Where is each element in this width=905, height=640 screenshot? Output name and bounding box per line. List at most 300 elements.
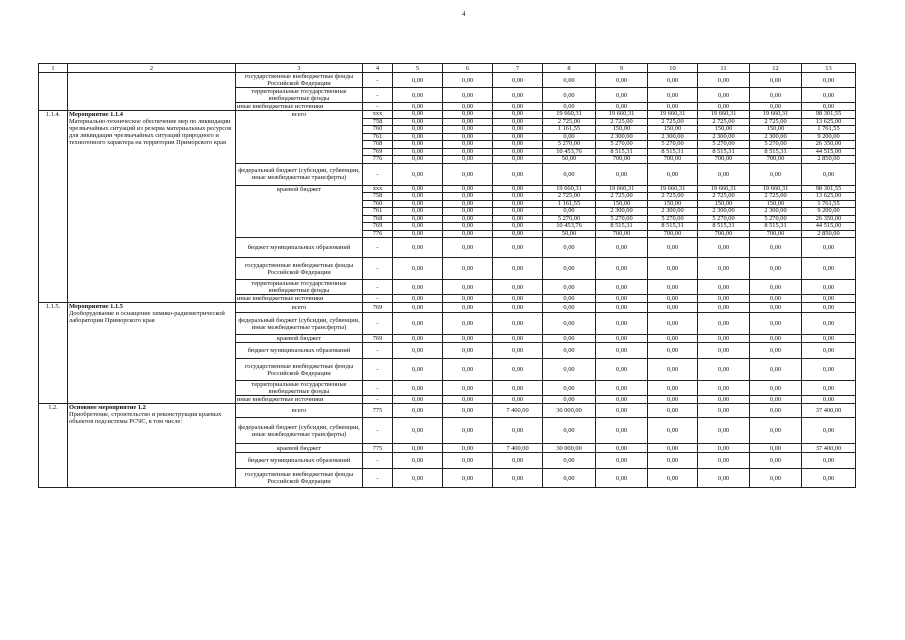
amount-cell: 0,00 [596, 396, 648, 404]
amount-value: 150,00 [648, 126, 697, 134]
amount-cell: 0,00 [443, 335, 493, 343]
amount-cell: 0,00 [802, 453, 856, 469]
amount-value: 5 270,00 [648, 216, 697, 224]
amount-cell: 0,00 [750, 303, 802, 313]
amount-value: 0,00 [443, 186, 492, 194]
amount-cell: 0,00 [443, 258, 493, 280]
amount-cell: 0,00 [698, 396, 750, 404]
column-header: 4 [363, 64, 393, 73]
amount-value: 700,00 [612, 229, 631, 237]
amount-value: 19 660,31 [698, 111, 749, 119]
amount-value: 2 725,00 [596, 193, 647, 201]
amount-cell: 0,00 [750, 343, 802, 359]
amount-cell: 0,00 [802, 103, 856, 111]
amount-value: 0,00 [443, 149, 492, 157]
amount-cell: 0,00 [596, 313, 648, 335]
amount-value: 98 301,55 [802, 111, 855, 119]
budget-code-cell: - [363, 103, 393, 111]
amount-cell: 0,00 [648, 335, 698, 343]
amount-cell: 0,00 [698, 469, 750, 488]
amount-cell: 0,00 [393, 103, 443, 111]
amount-cell: 0,00 [698, 335, 750, 343]
amount-value: 700,00 [612, 155, 631, 162]
amount-cell [543, 185, 596, 238]
amount-cell: 0,00 [648, 88, 698, 103]
amount-cell: 0,00 [443, 359, 493, 381]
budget-code-cell [363, 185, 393, 238]
amount-cell: 7 400,00 [493, 444, 543, 453]
amount-value: 700,00 [766, 229, 785, 237]
amount-value: 2 300,00 [596, 208, 647, 216]
budget-code-cell: - [363, 258, 393, 280]
table-row [39, 303, 856, 313]
amount-cell: 0,00 [443, 103, 493, 111]
table-row [39, 111, 856, 164]
amount-cell: 0,00 [393, 335, 443, 343]
amount-cell: 0,00 [543, 280, 596, 295]
amount-cell: 0,00 [750, 88, 802, 103]
amount-value: 0,00 [443, 119, 492, 127]
amount-cell: 0,00 [750, 381, 802, 396]
amount-value: 0,00 [461, 155, 474, 162]
funding-source-cell: государственные внебюджетные фонды Российской Федерации [236, 73, 363, 88]
amount-value: 1 161,55 [543, 126, 595, 134]
amount-value: 2 725,00 [648, 119, 697, 127]
budget-code: 760 [363, 201, 392, 209]
amount-cell: 0,00 [648, 359, 698, 381]
amount-cell: 0,00 [648, 404, 698, 418]
amount-value: 1 761,55 [802, 126, 855, 134]
funding-source-cell: территориальные государственные внебюджетные фонды [236, 381, 363, 396]
amount-cell: 0,00 [393, 238, 443, 258]
amount-cell: 0,00 [750, 73, 802, 88]
amount-value: 0,00 [393, 126, 442, 134]
amount-cell: 0,00 [493, 335, 543, 343]
amount-value: 10 453,76 [543, 223, 595, 231]
amount-value: 0,00 [493, 216, 542, 224]
column-header: 13 [802, 64, 856, 73]
budget-code-cell: - [363, 359, 393, 381]
amount-cell: 0,00 [698, 103, 750, 111]
amount-cell: 0,00 [393, 280, 443, 295]
amount-cell: 0,00 [750, 258, 802, 280]
funding-source-cell: краевой бюджет [236, 185, 363, 238]
amount-cell: 0,00 [493, 103, 543, 111]
amount-value: 9 200,00 [802, 208, 855, 216]
amount-value: 0,00 [493, 119, 542, 127]
amount-cell [393, 111, 443, 164]
amount-cell: 0,00 [648, 444, 698, 453]
budget-code-cell: 769 [363, 303, 393, 313]
amount-value: 5 270,00 [596, 216, 647, 224]
amount-cell: 0,00 [648, 238, 698, 258]
amount-value: 8 515,31 [596, 223, 647, 231]
budget-code-cell: - [363, 73, 393, 88]
amount-value: 150,00 [698, 201, 749, 209]
amount-value: 19 660,31 [648, 111, 697, 119]
amount-value: 0,00 [411, 229, 424, 237]
amount-cell: 0,00 [596, 418, 648, 444]
budget-code: ххх [363, 111, 392, 119]
amount-cell [648, 111, 698, 164]
amount-value: 2 725,00 [596, 119, 647, 127]
amount-value: 0,00 [493, 126, 542, 134]
amount-cell: 0,00 [543, 73, 596, 88]
amount-cell: 0,00 [493, 280, 543, 295]
amount-cell: 0,00 [393, 163, 443, 185]
amount-cell: 0,00 [648, 381, 698, 396]
event-description: Материально-техническое обеспечение мер по ликвидации чрезвычайных ситуаций из резерва материальных ресурсов для ликвидации чрезвычайных ситуаций природного и техногенного характера на территории Приморского края [69, 118, 232, 146]
amount-value: 0,00 [393, 216, 442, 224]
amount-value: 150,00 [698, 126, 749, 134]
amount-cell [698, 111, 750, 164]
amount-cell: 0,00 [750, 103, 802, 111]
amount-value: 0,00 [443, 216, 492, 224]
amount-value: 26 350,00 [802, 216, 855, 224]
page-number: 4 [462, 10, 466, 18]
amount-cell: 0,00 [493, 88, 543, 103]
row-number-cell: 1.2. [39, 404, 68, 488]
amount-value: 2 725,00 [543, 119, 595, 127]
amount-cell: 0,00 [443, 343, 493, 359]
event-cell [68, 73, 236, 111]
amount-cell: 0,00 [750, 396, 802, 404]
amount-cell: 0,00 [493, 303, 543, 313]
amount-cell: 0,00 [802, 335, 856, 343]
amount-value: 0,00 [493, 111, 542, 119]
amount-value: 19 660,31 [543, 186, 595, 194]
budget-code: 758 [363, 119, 392, 127]
amount-cell: 0,00 [443, 163, 493, 185]
column-header: 6 [443, 64, 493, 73]
amount-value: 5 270,00 [698, 141, 749, 149]
amount-cell: 0,00 [393, 444, 443, 453]
amount-cell: 0,00 [596, 303, 648, 313]
amount-cell: 0,00 [443, 453, 493, 469]
amount-cell: 0,00 [543, 335, 596, 343]
amount-value: 150,00 [596, 201, 647, 209]
amount-cell: 0,00 [543, 103, 596, 111]
amount-cell: 0,00 [698, 238, 750, 258]
amount-cell: 0,00 [543, 303, 596, 313]
budget-code: 761 [363, 208, 392, 216]
amount-cell: 0,00 [543, 238, 596, 258]
amount-value: 0,00 [393, 134, 442, 142]
amount-value: 0,00 [493, 208, 542, 216]
amount-value: 8 515,31 [648, 149, 697, 157]
amount-cell: 0,00 [543, 258, 596, 280]
amount-cell: 0,00 [596, 163, 648, 185]
amount-value: 700,00 [766, 155, 785, 162]
amount-cell: 0,00 [802, 258, 856, 280]
budget-code-cell: - [363, 343, 393, 359]
amount-cell: 0,00 [648, 313, 698, 335]
amount-cell: 0,00 [698, 444, 750, 453]
amount-value: 0,00 [543, 208, 595, 216]
amount-cell: 0,00 [802, 295, 856, 303]
budget-code-cell: - [363, 381, 393, 396]
amount-cell: 0,00 [750, 359, 802, 381]
funding-source-cell: бюджет муниципальных образований [236, 343, 363, 359]
amount-cell: 0,00 [393, 469, 443, 488]
amount-value: 5 270,00 [543, 141, 595, 149]
amount-cell: 0,00 [543, 313, 596, 335]
amount-cell [596, 111, 648, 164]
amount-value: 0,00 [511, 155, 524, 162]
budget-code: 769 [363, 149, 392, 157]
amount-cell: 0,00 [596, 88, 648, 103]
amount-cell: 0,00 [393, 381, 443, 396]
amount-value: 19 660,31 [698, 186, 749, 194]
amount-cell: 0,00 [493, 163, 543, 185]
amount-cell: 0,00 [393, 295, 443, 303]
amount-cell: 0,00 [543, 359, 596, 381]
amount-cell: 0,00 [802, 396, 856, 404]
amount-cell [493, 111, 543, 164]
amount-cell: 0,00 [543, 88, 596, 103]
budget-code-cell: - [363, 469, 393, 488]
amount-cell: 0,00 [493, 313, 543, 335]
amount-cell: 0,00 [443, 418, 493, 444]
amount-cell: 0,00 [750, 238, 802, 258]
funding-source-cell: иные внебюджетные источники [236, 103, 363, 111]
budget-code-cell: 769 [363, 335, 393, 343]
amount-cell [750, 111, 802, 164]
amount-value: 0,00 [493, 134, 542, 142]
amount-cell: 0,00 [543, 295, 596, 303]
amount-cell: 0,00 [698, 73, 750, 88]
amount-cell: 0,00 [493, 359, 543, 381]
amount-cell: 0,00 [543, 469, 596, 488]
amount-cell: 0,00 [596, 335, 648, 343]
amount-cell: 0,00 [648, 396, 698, 404]
amount-cell: 0,00 [493, 418, 543, 444]
amount-cell [802, 111, 856, 164]
amount-cell: 0,00 [698, 163, 750, 185]
amount-cell: 0,00 [750, 335, 802, 343]
amount-cell: 0,00 [802, 469, 856, 488]
amount-cell [802, 185, 856, 238]
amount-cell: 0,00 [493, 381, 543, 396]
budget-table [38, 63, 856, 488]
amount-value: 0,00 [393, 186, 442, 194]
amount-cell: 0,00 [802, 381, 856, 396]
amount-cell: 0,00 [596, 295, 648, 303]
amount-value: 700,00 [663, 229, 682, 237]
budget-code: 776 [372, 155, 383, 162]
budget-code-cell: - [363, 396, 393, 404]
amount-value: 0,00 [493, 186, 542, 194]
amount-value: 2 725,00 [698, 119, 749, 127]
row-number-cell: 1.1.5. [39, 303, 68, 404]
amount-value: 19 660,31 [750, 186, 801, 194]
budget-code-cell: - [363, 88, 393, 103]
amount-cell: 0,00 [750, 404, 802, 418]
column-header: 3 [236, 64, 363, 73]
amount-value: 0,00 [393, 201, 442, 209]
amount-cell: 0,00 [698, 258, 750, 280]
amount-value: 10 453,76 [543, 149, 595, 157]
amount-cell [443, 111, 493, 164]
amount-cell: 0,00 [443, 295, 493, 303]
amount-value: 19 660,31 [596, 111, 647, 119]
amount-value: 44 515,00 [802, 223, 855, 231]
amount-cell: 0,00 [750, 418, 802, 444]
amount-value: 26 350,00 [802, 141, 855, 149]
amount-cell: 0,00 [393, 418, 443, 444]
amount-cell: 37 400,00 [802, 404, 856, 418]
amount-cell: 0,00 [750, 444, 802, 453]
column-header: 8 [543, 64, 596, 73]
amount-cell: 0,00 [698, 295, 750, 303]
amount-cell: 0,00 [393, 343, 443, 359]
row-number-cell [39, 73, 68, 111]
amount-cell: 0,00 [543, 396, 596, 404]
amount-value: 0,00 [493, 193, 542, 201]
funding-source-cell: иные внебюджетные источники [236, 295, 363, 303]
event-cell [68, 303, 236, 404]
column-header: 11 [698, 64, 750, 73]
table-row [39, 73, 856, 88]
amount-value: 700,00 [714, 155, 733, 162]
amount-value: 700,00 [663, 155, 682, 162]
amount-cell: 0,00 [596, 453, 648, 469]
amount-cell: 0,00 [543, 381, 596, 396]
amount-cell: 0,00 [493, 73, 543, 88]
amount-value: 0,00 [393, 111, 442, 119]
amount-cell: 0,00 [443, 404, 493, 418]
amount-value: 8 515,31 [750, 149, 801, 157]
budget-code-cell: - [363, 313, 393, 335]
amount-value: 0,00 [411, 155, 424, 162]
amount-cell: 0,00 [493, 469, 543, 488]
amount-cell: 0,00 [393, 396, 443, 404]
amount-value: 0,00 [443, 126, 492, 134]
amount-cell: 0,00 [596, 103, 648, 111]
amount-value: 0,00 [443, 193, 492, 201]
funding-source-cell: федеральный бюджет (субсидии, субвенции, иные межбюджетные трансферты) [236, 313, 363, 335]
budget-code-cell: - [363, 280, 393, 295]
amount-value: 19 660,31 [596, 186, 647, 194]
funding-source-cell: государственные внебюджетные фонды Российской Федерации [236, 258, 363, 280]
amount-value: 0,00 [393, 141, 442, 149]
amount-value: 0,00 [443, 134, 492, 142]
amount-cell: 0,00 [648, 73, 698, 88]
amount-cell: 0,00 [596, 381, 648, 396]
budget-code-cell [363, 111, 393, 164]
amount-cell [493, 185, 543, 238]
amount-value: 1 761,55 [802, 201, 855, 209]
amount-cell: 0,00 [698, 88, 750, 103]
amount-value: 2 850,00 [817, 229, 840, 237]
amount-cell: 30 000,00 [543, 404, 596, 418]
amount-value: 5 270,00 [750, 216, 801, 224]
amount-cell: 0,00 [648, 418, 698, 444]
row-number-cell: 1.1.4. [39, 111, 68, 303]
amount-cell: 0,00 [648, 163, 698, 185]
amount-cell [698, 185, 750, 238]
amount-cell: 0,00 [648, 453, 698, 469]
amount-value: 0,00 [493, 201, 542, 209]
column-header: 1 [39, 64, 68, 73]
funding-source-cell: всего [236, 303, 363, 313]
funding-source-cell: федеральный бюджет (субсидии, субвенции, иные межбюджетные трансферты) [236, 418, 363, 444]
budget-code-cell: - [363, 238, 393, 258]
funding-source-cell: бюджет муниципальных образований [236, 238, 363, 258]
amount-cell: 0,00 [443, 396, 493, 404]
amount-value: 150,00 [596, 126, 647, 134]
column-header: 5 [393, 64, 443, 73]
amount-cell [596, 185, 648, 238]
amount-cell: 0,00 [750, 295, 802, 303]
amount-value: 2 300,00 [648, 208, 697, 216]
amount-value: 19 660,31 [648, 186, 697, 194]
amount-value: 5 270,00 [698, 216, 749, 224]
amount-value: 0,00 [443, 141, 492, 149]
amount-value: 0,00 [493, 149, 542, 157]
amount-cell: 0,00 [698, 313, 750, 335]
budget-code-cell: - [363, 418, 393, 444]
event-title: Мероприятие 1.1.5 [69, 303, 123, 310]
amount-cell: 0,00 [443, 73, 493, 88]
amount-cell: 0,00 [493, 295, 543, 303]
amount-value: 0,00 [511, 229, 524, 237]
amount-cell: 0,00 [596, 444, 648, 453]
amount-value: 19 660,31 [543, 111, 595, 119]
amount-value: 0,00 [393, 149, 442, 157]
amount-value: 0,00 [443, 111, 492, 119]
amount-value: 2 300,00 [596, 134, 647, 142]
amount-cell: 30 000,00 [543, 444, 596, 453]
funding-source-cell: бюджет муниципальных образований [236, 453, 363, 469]
amount-cell: 0,00 [698, 418, 750, 444]
amount-value: 8 515,31 [596, 149, 647, 157]
event-description: Дооборудование и оснащение химико-радиометрической лаборатории Приморского края [69, 310, 225, 324]
budget-code: 761 [363, 134, 392, 142]
amount-cell: 0,00 [648, 343, 698, 359]
amount-cell [393, 185, 443, 238]
amount-cell: 0,00 [802, 163, 856, 185]
amount-cell: 0,00 [802, 343, 856, 359]
amount-cell: 0,00 [698, 343, 750, 359]
amount-value: 8 515,31 [698, 223, 749, 231]
amount-value: 0,00 [393, 119, 442, 127]
funding-source-cell: краевой бюджет [236, 335, 363, 343]
event-cell [68, 404, 236, 488]
amount-cell: 0,00 [493, 396, 543, 404]
amount-cell: 0,00 [493, 453, 543, 469]
amount-value: 8 515,31 [648, 223, 697, 231]
amount-cell: 7 400,00 [493, 404, 543, 418]
header-row [39, 64, 856, 73]
budget-code: ххх [363, 186, 392, 194]
amount-cell: 0,00 [443, 469, 493, 488]
amount-value: 50,00 [561, 229, 577, 237]
amount-cell: 0,00 [596, 280, 648, 295]
amount-value: 2 300,00 [648, 134, 697, 142]
amount-value: 0,00 [493, 223, 542, 231]
amount-value: 5 270,00 [596, 141, 647, 149]
amount-cell: 0,00 [443, 88, 493, 103]
amount-cell: 0,00 [648, 303, 698, 313]
amount-cell: 0,00 [648, 295, 698, 303]
amount-cell: 0,00 [493, 258, 543, 280]
amount-cell: 0,00 [750, 469, 802, 488]
amount-value: 2 725,00 [750, 119, 801, 127]
amount-cell: 0,00 [443, 280, 493, 295]
budget-code: 768 [363, 216, 392, 224]
amount-cell: 0,00 [698, 359, 750, 381]
